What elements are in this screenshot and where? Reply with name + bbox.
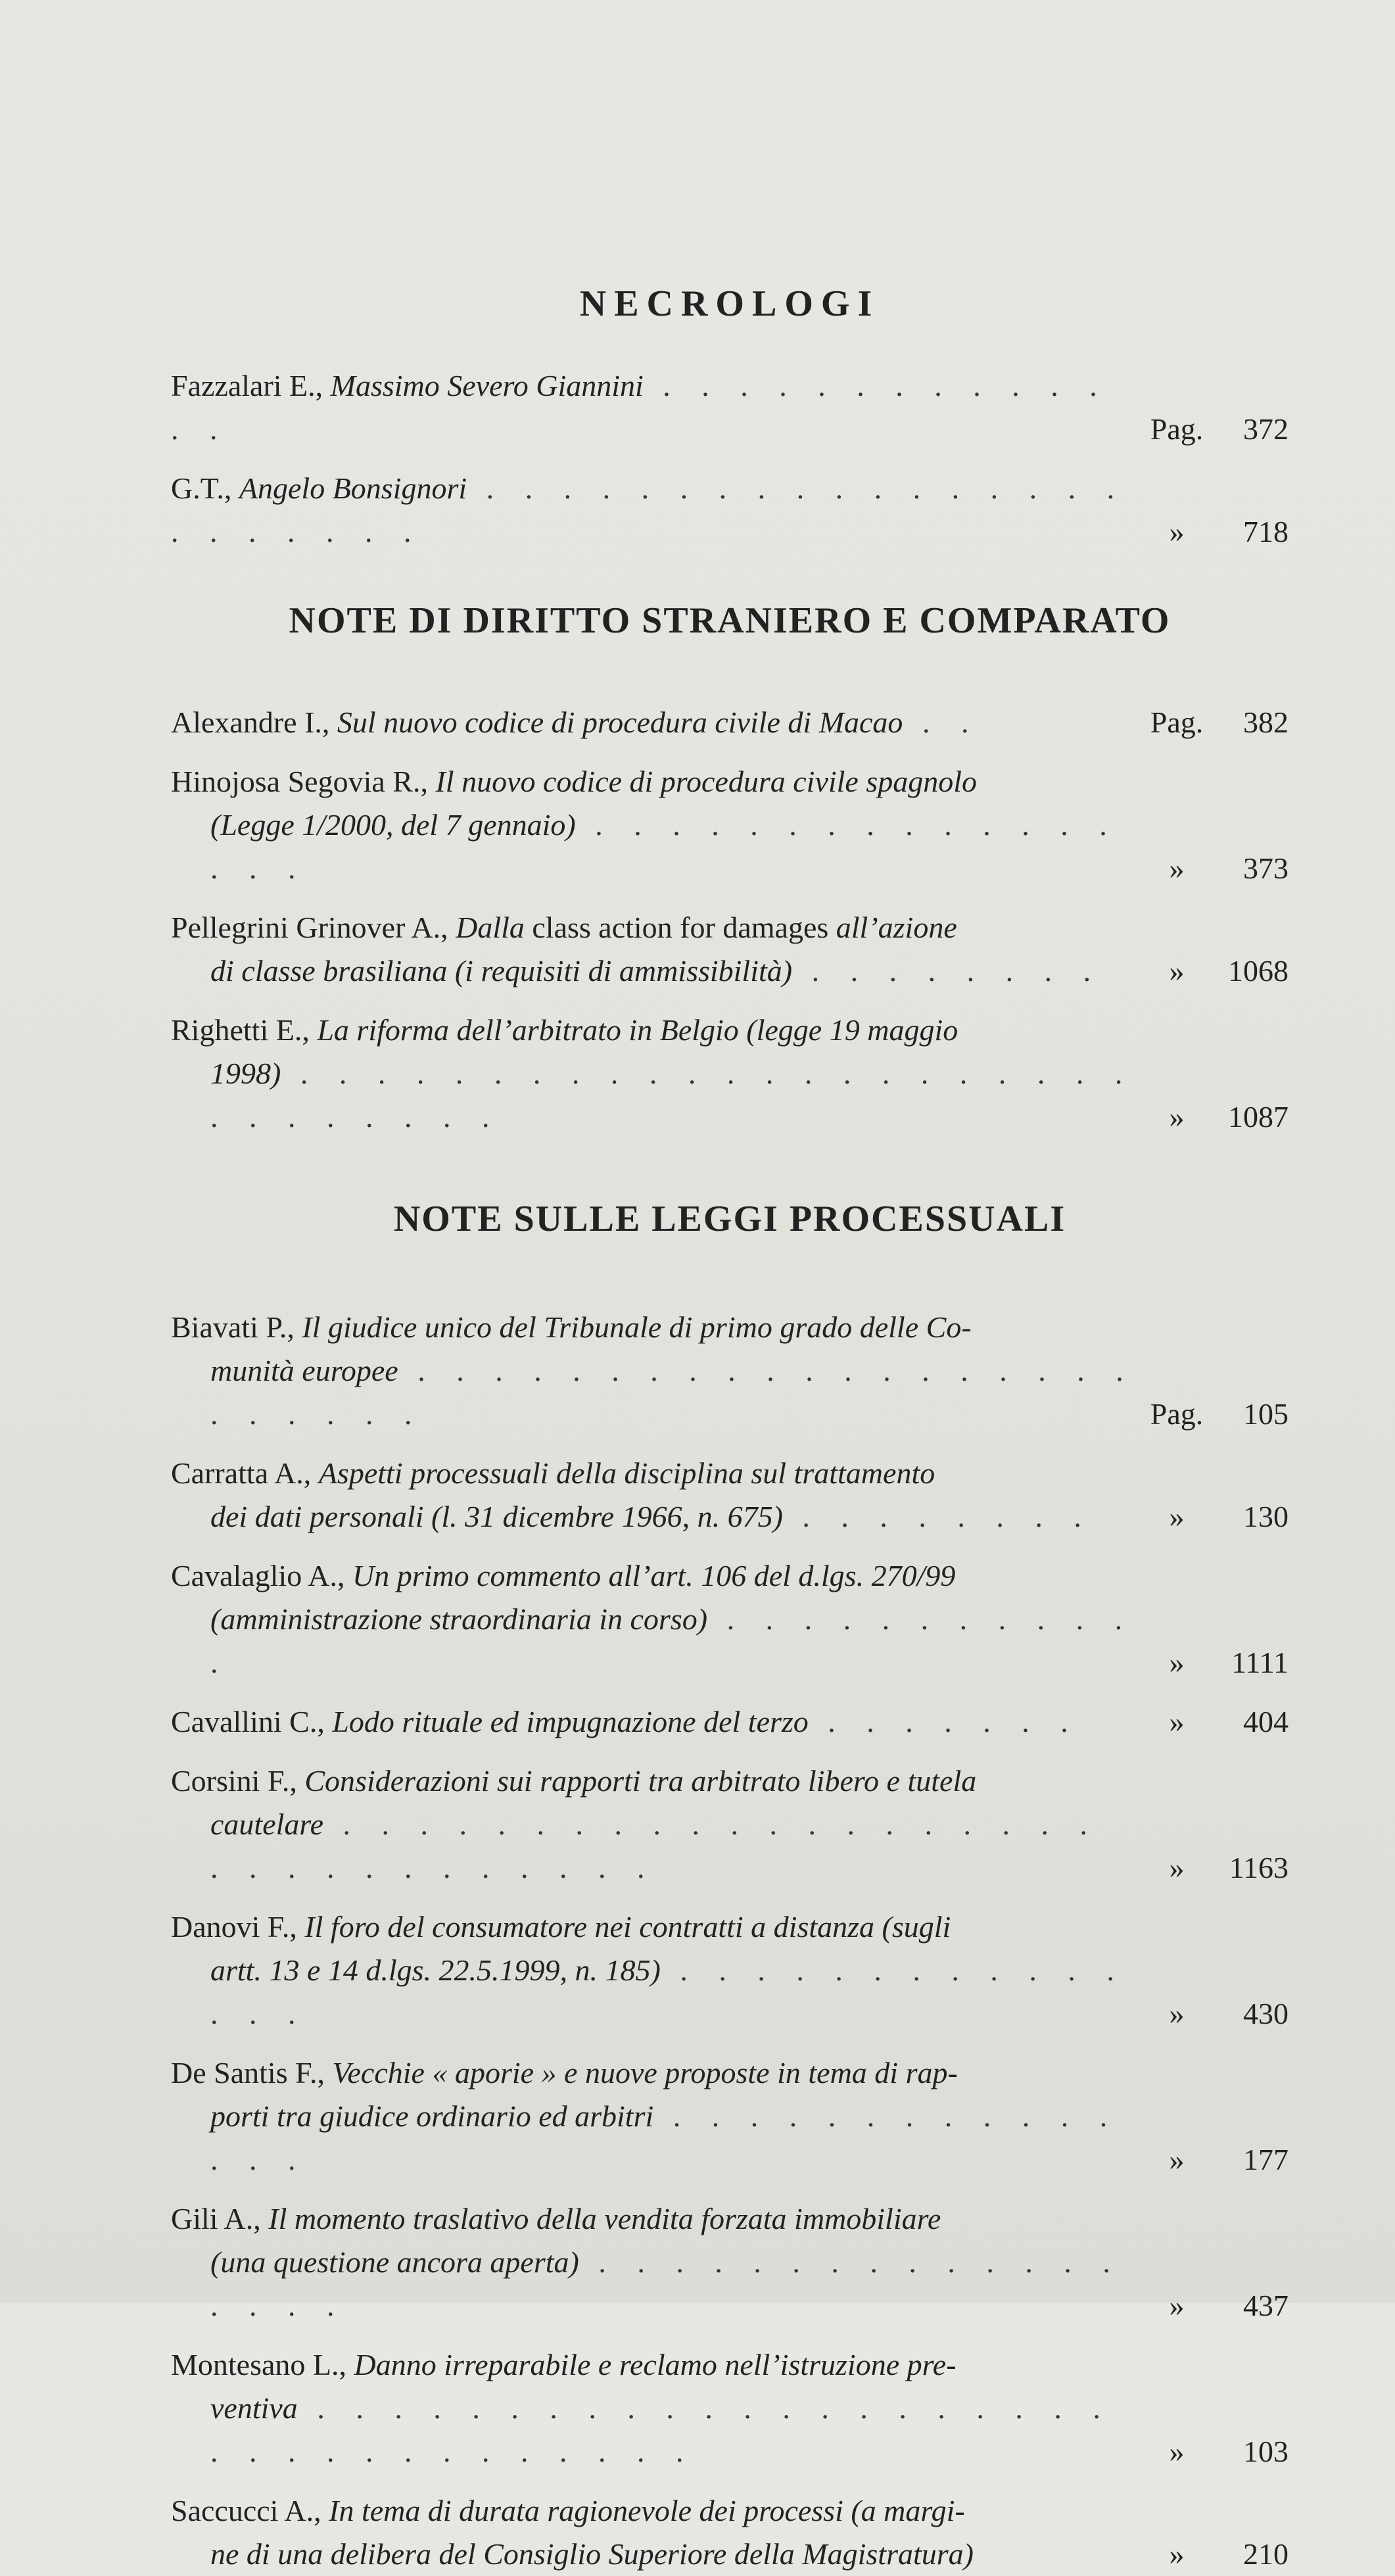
entry-title: La riforma dell’arbitrato in Belgio (legge 19 maggio (317, 1013, 958, 1047)
entry-title: Angelo Bonsignori (239, 471, 467, 505)
page-mark: » (1169, 1997, 1185, 2030)
page-mark: » (1169, 2143, 1185, 2176)
index-entry (171, 1700, 1289, 1744)
entry-title: Un primo commento all’art. 106 del d.lgs. 270/99 (352, 1559, 956, 1592)
page-mark: Pag. (1150, 705, 1204, 739)
index-entry (171, 1759, 1289, 1890)
dot-leader: . . . . . . . . . . . . . . . . . . (210, 2245, 1122, 2322)
page-number: 105 (1243, 1397, 1289, 1431)
page-number: 1111 (1231, 1646, 1289, 1679)
entry-title-continued: artt. 13 e 14 d.lgs. 22.5.1999, n. 185) (210, 1953, 661, 1987)
entry-title-continued: munità europee (210, 1354, 398, 1387)
entry-title-continued: ventiva (210, 2391, 298, 2425)
section-title-necrologi: NECROLOGI (579, 283, 880, 324)
entry-title: Sul nuovo codice di procedura civile di Macao (337, 705, 903, 739)
entry-title-roman: class action for damages (524, 911, 836, 944)
section-title-diritto-straniero: NOTE DI DIRITTO STRANIERO E COMPARATO (289, 600, 1171, 641)
page-mark: » (1169, 515, 1185, 548)
index-entry (171, 2489, 1289, 2576)
entry-author: Cavallini C., (171, 1705, 333, 1738)
index-entry (171, 2051, 1289, 2182)
page-mark: » (1169, 851, 1185, 885)
page-number: 103 (1243, 2435, 1289, 2468)
dot-leader: . . . . . . . . . . . . . . . . . . . . . . . . . . . . . . . . (210, 1807, 1100, 1884)
page-number: 404 (1243, 1705, 1289, 1738)
entry-title-continued: ne di una delibera del Consiglio Superiore della Magistratura) (210, 2537, 974, 2571)
page-number: 382 (1243, 705, 1289, 739)
page-mark: » (1169, 1500, 1185, 1533)
index-entry (171, 364, 1289, 451)
entry-title: all’azione (836, 911, 957, 944)
page-number: 437 (1243, 2289, 1289, 2322)
page-number: 718 (1243, 515, 1289, 548)
index-entry (171, 1452, 1289, 1538)
entry-author: De Santis F., (171, 2056, 333, 2089)
dot-leader: . . . . . . . . . . . . . . . (210, 1953, 1126, 2030)
entry-author: Fazzalari E., (171, 369, 331, 402)
entry-title: In tema di durata ragionevole dei processi (a margi- (329, 2494, 965, 2527)
entry-author: Carratta A., (171, 1456, 319, 1490)
page-mark: » (1169, 2537, 1185, 2571)
dot-leader: . . (903, 705, 981, 739)
dot-leader: . . . . . . . . . . . . . . . . . . . . . . . . (171, 471, 1127, 548)
index-entry (171, 760, 1289, 890)
entry-title-continued: dei dati personali (l. 31 dicembre 1966, n. 675) (210, 1500, 783, 1533)
index-entry (171, 1905, 1289, 2036)
dot-leader: . . . . . . . . (792, 954, 1103, 988)
page-mark: » (1169, 1100, 1185, 1133)
page-number: 130 (1243, 1500, 1289, 1533)
entry-title: Danno irreparabile e reclamo nell’istruzione pre- (354, 2348, 957, 2381)
section-title-leggi-processuali: NOTE SULLE LEGGI PROCESSUALI (393, 1199, 1066, 1239)
dot-leader: . . . . . . . . . . . . . . . . . . . . . . . . . . . . . . . . . . (210, 2391, 1112, 2468)
dot-leader: . . . . . . . (808, 1705, 1080, 1738)
index-entry (171, 1306, 1289, 1436)
page-mark: Pag. (1150, 412, 1204, 446)
index-entry (171, 906, 1289, 993)
entry-author: Gili A., (171, 2202, 269, 2235)
index-entry (171, 1554, 1289, 1684)
entry-author: Pellegrini Grinover A., (171, 911, 456, 944)
index-entry (171, 701, 1289, 744)
page-number: 177 (1243, 2143, 1289, 2176)
page-mark: Pag. (1150, 1397, 1204, 1431)
entry-author: Biavati P., (171, 1310, 302, 1344)
dot-leader: . . . . . . . . (782, 1500, 1093, 1533)
entry-title: Il momento traslativo della vendita forzata immobiliare (268, 2202, 941, 2235)
page-mark: » (1169, 1851, 1185, 1884)
entry-title: Il foro del consumatore nei contratti a distanza (sugli (304, 1910, 951, 1944)
page-number: 1087 (1228, 1100, 1289, 1133)
index-column (171, 250, 1289, 2576)
entry-title: Considerazioni sui rapporti tra arbitrato libero e tutela (304, 1764, 977, 1798)
dot-leader: . . . . . . . . . . . . . . . . . (210, 808, 1119, 885)
page-number: 430 (1243, 1997, 1289, 2030)
index-entry (171, 1009, 1289, 1139)
dot-leader: . . . . . . . . . . . . . . (171, 369, 1109, 446)
entry-title: Dalla (456, 911, 525, 944)
dot-leader: . . . . . . . . . . . . . . . (210, 2099, 1120, 2176)
leggi-processuali-list (171, 1306, 1289, 2576)
page-mark: » (1169, 1705, 1185, 1738)
entry-author: Corsini F., (171, 1764, 305, 1798)
entry-author: Saccucci A., (171, 2494, 329, 2527)
entry-author: Hinojosa Segovia R., (171, 765, 436, 798)
entry-author: G.T., (171, 471, 239, 505)
page-number: 210 (1243, 2537, 1289, 2571)
dot-leader: . . . . . . . . . . . . . . . . . . . . . . . . . . . . . . (210, 1057, 1135, 1133)
entry-title-continued: di classe brasiliana (i requisiti di ammissibilità) (210, 954, 793, 988)
entry-title: Il nuovo codice di procedura civile spagnolo (435, 765, 978, 798)
necrologi-list (171, 364, 1289, 554)
entry-title-continued: (una questione ancora aperta) (210, 2245, 579, 2279)
page-number: 1068 (1228, 954, 1289, 988)
entry-author: Danovi F., (171, 1910, 305, 1944)
entry-author: Righetti E., (171, 1013, 318, 1047)
page-number: 1163 (1229, 1851, 1289, 1884)
diritto-straniero-list (171, 701, 1289, 1139)
dot-leader: . . . . . . . . . . . . . . . . . . . . . . . . . (210, 1354, 1135, 1431)
dot-leader: . . . . . . . . . . . . (210, 1602, 1135, 1679)
entry-title-continued: porti tra giudice ordinario ed arbitri (210, 2099, 654, 2133)
index-entry (171, 467, 1289, 554)
entry-title-continued: (Legge 1/2000, del 7 gennaio) (210, 808, 576, 842)
page-mark: » (1169, 954, 1185, 988)
page-number: 373 (1243, 851, 1289, 885)
index-entry (171, 2197, 1289, 2327)
entry-author: Cavalaglio A., (171, 1559, 352, 1592)
page-number: 372 (1243, 412, 1289, 446)
entry-title: Lodo rituale ed impugnazione del terzo (332, 1705, 809, 1738)
page-mark: » (1169, 1646, 1185, 1679)
entry-author: Alexandre I., (171, 705, 337, 739)
entry-title: Aspetti processuali della disciplina sul trattamento (318, 1456, 935, 1490)
entry-title: Vecchie « aporie » e nuove proposte in tema di rap- (332, 2056, 958, 2089)
entry-title-continued: cautelare (210, 1807, 324, 1841)
entry-title-continued: (amministrazione straordinaria in corso) (210, 1602, 708, 1636)
entry-title: Il giudice unico del Tribunale di primo grado delle Co- (302, 1310, 972, 1344)
index-entry (171, 2343, 1289, 2473)
page-mark: » (1169, 2435, 1185, 2468)
entry-author: Montesano L., (171, 2348, 354, 2381)
page-mark: » (1169, 2289, 1185, 2322)
entry-title-continued: 1998) (210, 1057, 281, 1090)
entry-title: Massimo Severo Giannini (330, 369, 644, 402)
